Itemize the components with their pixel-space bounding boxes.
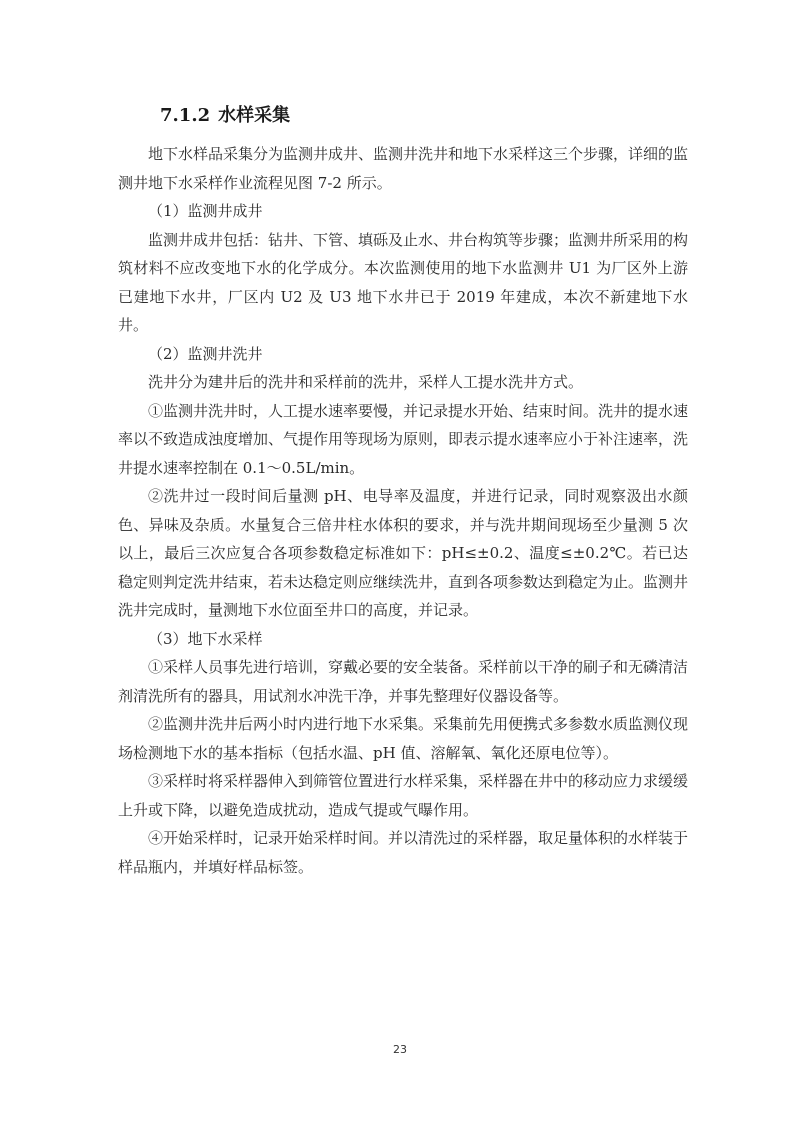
paragraph-washing-step-2: ②洗井过一段时间后量测 pH、电导率及温度，并进行记录，同时观察汲出水颜色、异味及杂质。水量复合三倍井柱水体积的要求，并与洗井期间现场至少量测 5 次以上，最后三次应复合各项参数稳定标准如下：pH≤±0.2、温度≤±0.2℃。若已达稳定则判定洗井结束，若未达稳定则应继续洗井，直到各项参数达到稳定为止。监测井洗井完成时，量测地下水位面至井口的高度，并记录。 bbox=[118, 487, 689, 619]
body-text bbox=[118, 140, 688, 881]
paragraph-sampling-step-3: ③采样时将采样器伸入到筛管位置进行水样采集，采样器在井中的移动应力求缓缓上升或下降，以避免造成扰动，造成气提或气曝作用。 bbox=[118, 772, 689, 819]
paragraph-intro: 地下水样品采集分为监测井成井、监测井洗井和地下水采样这三个步骤，详细的监测井地下水采样作业流程见图 7-2 所示。 bbox=[118, 145, 689, 192]
subheading-well-washing: （2）监测井洗井 bbox=[148, 344, 263, 363]
paragraph-sampling-step-2: ②监测井洗井后两小时内进行地下水采集。采集前先用便携式多参数水质监测仪现场检测地下水的基本指标（包括水温、pH 值、溶解氧、氧化还原电位等）。 bbox=[118, 715, 689, 762]
subheading-well-completion: （1）监测井成井 bbox=[148, 202, 263, 220]
paragraph-well-completion: 监测井成井包括：钻井、下管、填砾及止水、井台构筑等步骤；监测井所采用的构筑材料不应改变地下水的化学成分。本次监测使用的地下水监测井 U1 为厂区外上游已建地下水井，厂区内 U2 及 U3 地下水井已于 2019 年建成，本次不新建地下水井。 bbox=[118, 230, 689, 334]
section-title: 水样采集 bbox=[218, 105, 291, 126]
page-number: 23 bbox=[393, 1043, 407, 1056]
section-number: 7.1.2 bbox=[160, 105, 211, 126]
paragraph-sampling-step-1: ①采样人员事先进行培训，穿戴必要的安全装备。采样前以干净的刷子和无磷清洁剂清洗所有的器具，用试剂水冲洗干净，并事先整理好仪器设备等。 bbox=[118, 658, 689, 705]
subheading-groundwater-sampling: （3）地下水采样 bbox=[148, 629, 263, 648]
paragraph-sampling-step-4: ④开始采样时，记录开始采样时间。并以清洗过的采样器，取足量体积的水样装于样品瓶内，并填好样品标签。 bbox=[118, 829, 689, 876]
paragraph-washing-method: 洗井分为建井后的洗井和采样前的洗井，采样人工提水洗井方式。 bbox=[148, 373, 584, 391]
section-heading bbox=[160, 101, 290, 127]
paragraph-washing-step-1: ①监测井洗井时，人工提水速率要慢，并记录提水开始、结束时间。洗井的提水速率以不致造成浊度增加、气提作用等现场为原则，即表示提水速率应小于补注速率，洗井提水速率控制在 0.1～0.5L/min。 bbox=[118, 401, 689, 477]
